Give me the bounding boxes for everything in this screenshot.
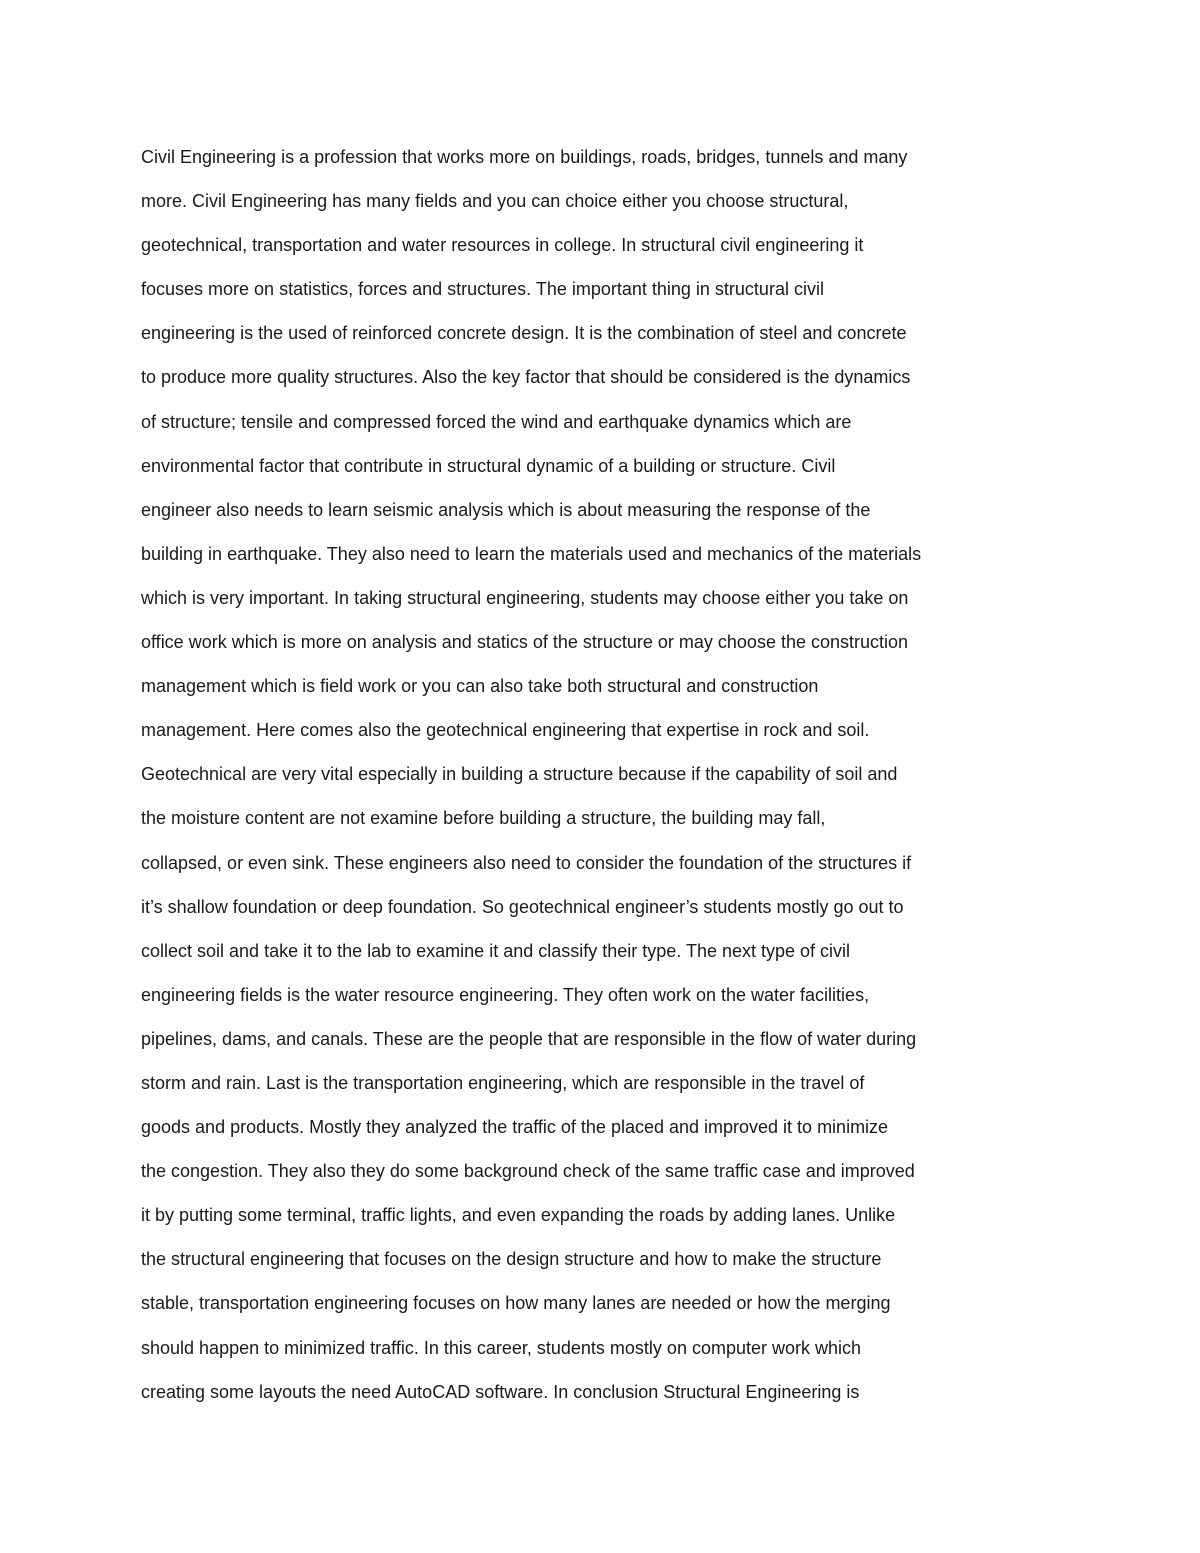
- text-line: the moisture content are not examine before building a structure, the building may fall,: [141, 808, 826, 829]
- text-line: to produce more quality structures. Also the key factor that should be considered is the dynamics: [141, 367, 911, 388]
- text-line: it by putting some terminal, traffic lights, and even expanding the roads by adding lanes. Unlike: [141, 1205, 896, 1226]
- text-line: which is very important. In taking structural engineering, students may choose either you take on: [141, 587, 909, 608]
- essay-body: [141, 140, 1041, 1419]
- text-line: of structure; tensile and compressed forced the wind and earthquake dynamics which are: [141, 411, 852, 432]
- text-line: engineering fields is the water resource engineering. They often work on the water facilities,: [141, 984, 870, 1005]
- text-line: Civil Engineering is a profession that works more on buildings, roads, bridges, tunnels and many: [141, 147, 908, 167]
- text-line: creating some layouts the need AutoCAD software. In conclusion Structural Engineering is: [141, 1381, 860, 1402]
- text-line: management which is field work or you can also take both structural and construction: [141, 676, 819, 697]
- text-line: building in earthquake. They also need to learn the materials used and mechanics of the materials: [141, 543, 922, 564]
- text-line: collect soil and take it to the lab to examine it and classify their type. The next type of civil: [141, 940, 851, 961]
- text-line: goods and products. Mostly they analyzed the traffic of the placed and improved it to minimize: [141, 1117, 889, 1138]
- text-line: stable, transportation engineering focuses on how many lanes are needed or how the merging: [141, 1293, 891, 1314]
- text-line: office work which is more on analysis and statics of the structure or may choose the construction: [141, 632, 909, 653]
- text-line: collapsed, or even sink. These engineers also need to consider the foundation of the structures if: [141, 852, 912, 873]
- text-line: management. Here comes also the geotechnical engineering that expertise in rock and soil.: [141, 720, 870, 741]
- text-line: environmental factor that contribute in structural dynamic of a building or structure. Civil: [141, 455, 836, 476]
- text-line: storm and rain. Last is the transportation engineering, which are responsible in the travel of: [141, 1072, 865, 1093]
- text-line: more. Civil Engineering has many fields and you can choice either you choose structural,: [141, 191, 849, 212]
- text-line: focuses more on statistics, forces and structures. The important thing in structural civil: [141, 279, 824, 300]
- text-line: geotechnical, transportation and water resources in college. In structural civil engineering it: [141, 235, 864, 256]
- text-line: the congestion. They also they do some background check of the same traffic case and improved: [141, 1161, 915, 1182]
- text-line: the structural engineering that focuses on the design structure and how to make the structure: [141, 1249, 882, 1270]
- text-line: Geotechnical are very vital especially in building a structure because if the capability of soil and: [141, 764, 898, 785]
- text-line: it’s shallow foundation or deep foundation. So geotechnical engineer’s students mostly go out to: [141, 896, 904, 917]
- text-line: should happen to minimized traffic. In this career, students mostly on computer work which: [141, 1337, 862, 1358]
- text-line: engineering is the used of reinforced concrete design. It is the combination of steel and concrete: [141, 323, 907, 344]
- text-line: engineer also needs to learn seismic analysis which is about measuring the response of the: [141, 499, 871, 520]
- text-line: pipelines, dams, and canals. These are the people that are responsible in the flow of water during: [141, 1028, 917, 1049]
